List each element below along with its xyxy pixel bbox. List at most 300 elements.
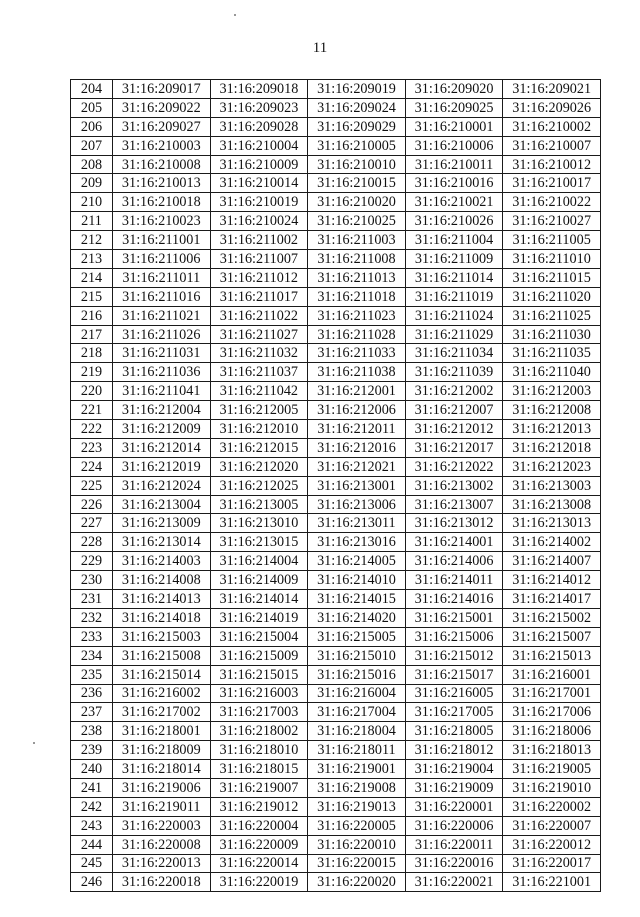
cadastral-number-cell: 31:16:209028 [210, 117, 308, 136]
cadastral-number-cell: 31:16:211036 [113, 363, 211, 382]
cadastral-number-cell: 31:16:216001 [503, 665, 601, 684]
cadastral-number-cell: 31:16:213005 [210, 495, 308, 514]
cadastral-number-cell: 31:16:216005 [405, 684, 503, 703]
cadastral-number-cell: 31:16:215006 [405, 627, 503, 646]
cadastral-number-cell: 31:16:212025 [210, 476, 308, 495]
cadastral-number-cell: 31:16:209023 [210, 98, 308, 117]
cadastral-number-cell: 31:16:220010 [308, 835, 406, 854]
row-number-cell: 227 [71, 514, 113, 533]
table-row [71, 760, 601, 779]
cadastral-number-cell: 31:16:211041 [113, 382, 211, 401]
cadastral-number-cell: 31:16:215002 [503, 608, 601, 627]
cadastral-number-cell: 31:16:212011 [308, 420, 406, 439]
cadastral-number-cell: 31:16:211011 [113, 268, 211, 287]
table-row [71, 401, 601, 420]
cadastral-number-cell: 31:16:210021 [405, 193, 503, 212]
cadastral-number-cell: 31:16:214013 [113, 590, 211, 609]
table-row [71, 514, 601, 533]
table-row [71, 703, 601, 722]
cadastral-number-cell: 31:16:211024 [405, 306, 503, 325]
cadastral-number-cell: 31:16:212002 [405, 382, 503, 401]
row-number-cell: 216 [71, 306, 113, 325]
cadastral-number-cell: 31:16:210018 [113, 193, 211, 212]
row-number-cell: 232 [71, 608, 113, 627]
cadastral-number-cell: 31:16:212004 [113, 401, 211, 420]
row-number-cell: 243 [71, 816, 113, 835]
cadastral-number-cell: 31:16:209025 [405, 98, 503, 117]
row-number-cell: 220 [71, 382, 113, 401]
table-row [71, 212, 601, 231]
row-number-cell: 209 [71, 174, 113, 193]
cadastral-number-cell: 31:16:215007 [503, 627, 601, 646]
cadastral-number-cell: 31:16:210025 [308, 212, 406, 231]
cadastral-number-cell: 31:16:211033 [308, 344, 406, 363]
cadastral-number-cell: 31:16:214006 [405, 552, 503, 571]
cadastral-number-cell: 31:16:212005 [210, 401, 308, 420]
cadastral-number-cell: 31:16:212012 [405, 420, 503, 439]
row-number-cell: 237 [71, 703, 113, 722]
table-row [71, 438, 601, 457]
cadastral-number-cell: 31:16:214011 [405, 571, 503, 590]
cadastral-number-cell: 31:16:213007 [405, 495, 503, 514]
table-row [71, 778, 601, 797]
cadastral-number-cell: 31:16:212006 [308, 401, 406, 420]
cadastral-number-cell: 31:16:211018 [308, 287, 406, 306]
cadastral-number-cell: 31:16:215005 [308, 627, 406, 646]
cadastral-number-cell: 31:16:218014 [113, 760, 211, 779]
cadastral-number-cell: 31:16:220009 [210, 835, 308, 854]
cadastral-number-cell: 31:16:212009 [113, 420, 211, 439]
table-row [71, 665, 601, 684]
cadastral-number-cell: 31:16:215010 [308, 646, 406, 665]
table-row [71, 627, 601, 646]
cadastral-number-cell: 31:16:219011 [113, 797, 211, 816]
cadastral-number-cell: 31:16:214002 [503, 533, 601, 552]
cadastral-number-cell: 31:16:218012 [405, 741, 503, 760]
cadastral-number-cell: 31:16:213002 [405, 476, 503, 495]
cadastral-number-cell: 31:16:220020 [308, 873, 406, 892]
row-number-cell: 207 [71, 136, 113, 155]
cadastral-number-cell: 31:16:209020 [405, 80, 503, 99]
cadastral-number-cell: 31:16:215004 [210, 627, 308, 646]
cadastral-number-cell: 31:16:215008 [113, 646, 211, 665]
cadastral-number-cell: 31:16:211021 [113, 306, 211, 325]
cadastral-number-cell: 31:16:210010 [308, 155, 406, 174]
table-row [71, 98, 601, 117]
cadastral-number-cell: 31:16:220021 [405, 873, 503, 892]
cadastral-number-cell: 31:16:217005 [405, 703, 503, 722]
cadastral-number-cell: 31:16:210016 [405, 174, 503, 193]
cadastral-number-cell: 31:16:220004 [210, 816, 308, 835]
cadastral-number-cell: 31:16:212020 [210, 457, 308, 476]
row-number-cell: 240 [71, 760, 113, 779]
cadastral-number-cell: 31:16:211029 [405, 325, 503, 344]
cadastral-number-cell: 31:16:211035 [503, 344, 601, 363]
table-row [71, 268, 601, 287]
cadastral-number-cell: 31:16:212014 [113, 438, 211, 457]
cadastral-number-cell: 31:16:213011 [308, 514, 406, 533]
cadastral-number-cell: 31:16:218010 [210, 741, 308, 760]
cadastral-number-cell: 31:16:220006 [405, 816, 503, 835]
page-number: 11 [312, 40, 328, 56]
cadastral-number-cell: 31:16:220017 [503, 854, 601, 873]
cadastral-number-cell: 31:16:218006 [503, 722, 601, 741]
cadastral-number-cell: 31:16:213001 [308, 476, 406, 495]
table-row [71, 325, 601, 344]
row-number-cell: 212 [71, 231, 113, 250]
table-row [71, 117, 601, 136]
row-number-cell: 235 [71, 665, 113, 684]
cadastral-number-cell: 31:16:212023 [503, 457, 601, 476]
table-row [71, 646, 601, 665]
table-row [71, 363, 601, 382]
cadastral-number-cell: 31:16:214015 [308, 590, 406, 609]
cadastral-number-cell: 31:16:210027 [503, 212, 601, 231]
cadastral-number-cell: 31:16:221001 [503, 873, 601, 892]
cadastral-number-cell: 31:16:210015 [308, 174, 406, 193]
cadastral-number-cell: 31:16:211009 [405, 250, 503, 269]
cadastral-number-cell: 31:16:212024 [113, 476, 211, 495]
cadastral-number-cell: 31:16:211014 [405, 268, 503, 287]
row-number-cell: 217 [71, 325, 113, 344]
table-row [71, 590, 601, 609]
row-number-cell: 206 [71, 117, 113, 136]
cadastral-number-cell: 31:16:210024 [210, 212, 308, 231]
cadastral-number-cell: 31:16:212015 [210, 438, 308, 457]
cadastral-number-cell: 31:16:211037 [210, 363, 308, 382]
cadastral-number-cell: 31:16:220008 [113, 835, 211, 854]
cadastral-number-cell: 31:16:220016 [405, 854, 503, 873]
cadastral-number-cell: 31:16:211026 [113, 325, 211, 344]
cadastral-number-cell: 31:16:218001 [113, 722, 211, 741]
cadastral-number-cell: 31:16:209019 [308, 80, 406, 99]
cadastral-number-cell: 31:16:217006 [503, 703, 601, 722]
row-number-cell: 218 [71, 344, 113, 363]
cadastral-number-cell: 31:16:214017 [503, 590, 601, 609]
table-row [71, 174, 601, 193]
table-row [71, 741, 601, 760]
table-row [71, 287, 601, 306]
cadastral-number-cell: 31:16:218009 [113, 741, 211, 760]
table-row [71, 155, 601, 174]
cadastral-number-cell: 31:16:210006 [405, 136, 503, 155]
cadastral-number-cell: 31:16:211007 [210, 250, 308, 269]
table-row [71, 457, 601, 476]
cadastral-number-cell: 31:16:214012 [503, 571, 601, 590]
table-row [71, 552, 601, 571]
table-row [71, 476, 601, 495]
table-row [71, 816, 601, 835]
cadastral-number-cell: 31:16:212018 [503, 438, 601, 457]
cadastral-number-cell: 31:16:210014 [210, 174, 308, 193]
table-row [71, 722, 601, 741]
cadastral-number-cell: 31:16:219013 [308, 797, 406, 816]
cadastral-number-cell: 31:16:209027 [113, 117, 211, 136]
cadastral-number-cell: 31:16:219008 [308, 778, 406, 797]
cadastral-number-cell: 31:16:211034 [405, 344, 503, 363]
cadastral-number-cell: 31:16:215001 [405, 608, 503, 627]
cadastral-number-cell: 31:16:214018 [113, 608, 211, 627]
cadastral-number-cell: 31:16:220005 [308, 816, 406, 835]
cadastral-number-cell: 31:16:218002 [210, 722, 308, 741]
cadastral-number-cell: 31:16:219009 [405, 778, 503, 797]
cadastral-number-cell: 31:16:209029 [308, 117, 406, 136]
cadastral-number-cell: 31:16:214014 [210, 590, 308, 609]
cadastral-number-cell: 31:16:214009 [210, 571, 308, 590]
cadastral-number-cell: 31:16:212013 [503, 420, 601, 439]
cadastral-number-cell: 31:16:211039 [405, 363, 503, 382]
cadastral-number-cell: 31:16:211017 [210, 287, 308, 306]
cadastral-number-cell: 31:16:218011 [308, 741, 406, 760]
cadastral-number-cell: 31:16:213006 [308, 495, 406, 514]
row-number-cell: 225 [71, 476, 113, 495]
cadastral-number-cell: 31:16:210017 [503, 174, 601, 193]
cadastral-number-cell: 31:16:211006 [113, 250, 211, 269]
table-row [71, 873, 601, 892]
cadastral-number-cell: 31:16:210026 [405, 212, 503, 231]
cadastral-number-cell: 31:16:209026 [503, 98, 601, 117]
row-number-cell: 233 [71, 627, 113, 646]
cadastral-number-cell: 31:16:211016 [113, 287, 211, 306]
row-number-cell: 223 [71, 438, 113, 457]
cadastral-number-cell: 31:16:220019 [210, 873, 308, 892]
table-row [71, 854, 601, 873]
row-number-cell: 208 [71, 155, 113, 174]
cadastral-number-cell: 31:16:211023 [308, 306, 406, 325]
cadastral-number-cell: 31:16:211002 [210, 231, 308, 250]
cadastral-number-cell: 31:16:214019 [210, 608, 308, 627]
cadastral-number-cell: 31:16:220001 [405, 797, 503, 816]
table-row [71, 420, 601, 439]
cadastral-number-cell: 31:16:210001 [405, 117, 503, 136]
cadastral-number-cell: 31:16:210013 [113, 174, 211, 193]
table-row [71, 382, 601, 401]
row-number-cell: 213 [71, 250, 113, 269]
cadastral-number-cell: 31:16:211031 [113, 344, 211, 363]
cadastral-number-cell: 31:16:212007 [405, 401, 503, 420]
cadastral-number-cell: 31:16:213004 [113, 495, 211, 514]
cadastral-number-cell: 31:16:209017 [113, 80, 211, 99]
cadastral-number-cell: 31:16:211022 [210, 306, 308, 325]
cadastral-number-cell: 31:16:217001 [503, 684, 601, 703]
cadastral-number-cell: 31:16:213012 [405, 514, 503, 533]
cadastral-number-cell: 31:16:214003 [113, 552, 211, 571]
cadastral-number-cell: 31:16:219001 [308, 760, 406, 779]
row-number-cell: 221 [71, 401, 113, 420]
row-number-cell: 219 [71, 363, 113, 382]
row-number-cell: 234 [71, 646, 113, 665]
cadastral-number-cell: 31:16:211003 [308, 231, 406, 250]
row-number-cell: 211 [71, 212, 113, 231]
cadastral-number-cell: 31:16:209024 [308, 98, 406, 117]
row-number-cell: 205 [71, 98, 113, 117]
scan-speck [234, 14, 236, 16]
cadastral-number-cell: 31:16:212008 [503, 401, 601, 420]
cadastral-number-cell: 31:16:215009 [210, 646, 308, 665]
cadastral-number-cell: 31:16:211001 [113, 231, 211, 250]
cadastral-number-cell: 31:16:211005 [503, 231, 601, 250]
table-row [71, 306, 601, 325]
cadastral-number-cell: 31:16:219005 [503, 760, 601, 779]
table-body [71, 80, 601, 892]
cadastral-number-cell: 31:16:218015 [210, 760, 308, 779]
cadastral-number-cell: 31:16:211025 [503, 306, 601, 325]
cadastral-number-cell: 31:16:214007 [503, 552, 601, 571]
cadastral-number-cell: 31:16:211004 [405, 231, 503, 250]
cadastral-number-cell: 31:16:209021 [503, 80, 601, 99]
table-row [71, 250, 601, 269]
table-row [71, 193, 601, 212]
row-number-cell: 215 [71, 287, 113, 306]
row-number-cell: 245 [71, 854, 113, 873]
cadastral-number-cell: 31:16:213008 [503, 495, 601, 514]
cadastral-number-cell: 31:16:220011 [405, 835, 503, 854]
table-row [71, 136, 601, 155]
row-number-cell: 204 [71, 80, 113, 99]
cadastral-number-cell: 31:16:210011 [405, 155, 503, 174]
cadastral-number-cell: 31:16:215017 [405, 665, 503, 684]
cadastral-number-cell: 31:16:217004 [308, 703, 406, 722]
cadastral-number-cell: 31:16:217003 [210, 703, 308, 722]
cadastral-number-cell: 31:16:212022 [405, 457, 503, 476]
row-number-cell: 236 [71, 684, 113, 703]
cadastral-number-cell: 31:16:219004 [405, 760, 503, 779]
cadastral-number-cell: 31:16:218005 [405, 722, 503, 741]
cadastral-number-cell: 31:16:214016 [405, 590, 503, 609]
cadastral-number-cell: 31:16:218013 [503, 741, 601, 760]
cadastral-number-cell: 31:16:211019 [405, 287, 503, 306]
cadastral-number-cell: 31:16:213015 [210, 533, 308, 552]
row-number-cell: 231 [71, 590, 113, 609]
scan-speck [33, 742, 35, 744]
cadastral-number-cell: 31:16:213009 [113, 514, 211, 533]
cadastral-number-cell: 31:16:210003 [113, 136, 211, 155]
cadastral-number-cell: 31:16:212016 [308, 438, 406, 457]
row-number-cell: 238 [71, 722, 113, 741]
cadastral-number-cell: 31:16:214005 [308, 552, 406, 571]
cadastral-number-cell: 31:16:210023 [113, 212, 211, 231]
cadastral-number-cell: 31:16:213014 [113, 533, 211, 552]
table-row [71, 344, 601, 363]
cadastral-number-cell: 31:16:212019 [113, 457, 211, 476]
cadastral-number-cell: 31:16:211027 [210, 325, 308, 344]
cadastral-table [70, 79, 601, 892]
table-row [71, 684, 601, 703]
cadastral-number-cell: 31:16:213010 [210, 514, 308, 533]
cadastral-number-cell: 31:16:210022 [503, 193, 601, 212]
cadastral-number-cell: 31:16:212001 [308, 382, 406, 401]
cadastral-number-cell: 31:16:211038 [308, 363, 406, 382]
cadastral-number-cell: 31:16:211028 [308, 325, 406, 344]
cadastral-number-cell: 31:16:212017 [405, 438, 503, 457]
row-number-cell: 239 [71, 741, 113, 760]
row-number-cell: 242 [71, 797, 113, 816]
cadastral-number-cell: 31:16:218004 [308, 722, 406, 741]
cadastral-number-cell: 31:16:220007 [503, 816, 601, 835]
cadastral-number-cell: 31:16:219012 [210, 797, 308, 816]
cadastral-number-cell: 31:16:210008 [113, 155, 211, 174]
table-row [71, 533, 601, 552]
row-number-cell: 226 [71, 495, 113, 514]
cadastral-number-cell: 31:16:211042 [210, 382, 308, 401]
cadastral-number-cell: 31:16:211008 [308, 250, 406, 269]
cadastral-number-cell: 31:16:215003 [113, 627, 211, 646]
cadastral-number-cell: 31:16:212003 [503, 382, 601, 401]
row-number-cell: 224 [71, 457, 113, 476]
cadastral-number-cell: 31:16:210005 [308, 136, 406, 155]
cadastral-number-cell: 31:16:215015 [210, 665, 308, 684]
cadastral-number-cell: 31:16:209018 [210, 80, 308, 99]
cadastral-number-cell: 31:16:211020 [503, 287, 601, 306]
cadastral-number-cell: 31:16:215013 [503, 646, 601, 665]
cadastral-number-cell: 31:16:220014 [210, 854, 308, 873]
cadastral-number-cell: 31:16:209022 [113, 98, 211, 117]
table-row [71, 80, 601, 99]
cadastral-number-cell: 31:16:211015 [503, 268, 601, 287]
cadastral-number-cell: 31:16:210004 [210, 136, 308, 155]
cadastral-number-cell: 31:16:220002 [503, 797, 601, 816]
cadastral-number-cell: 31:16:214001 [405, 533, 503, 552]
table-row [71, 797, 601, 816]
cadastral-number-cell: 31:16:216004 [308, 684, 406, 703]
cadastral-number-cell: 31:16:210012 [503, 155, 601, 174]
table-row [71, 608, 601, 627]
row-number-cell: 214 [71, 268, 113, 287]
cadastral-number-cell: 31:16:215014 [113, 665, 211, 684]
cadastral-number-cell: 31:16:211012 [210, 268, 308, 287]
row-number-cell: 228 [71, 533, 113, 552]
cadastral-number-cell: 31:16:214008 [113, 571, 211, 590]
cadastral-number-cell: 31:16:220013 [113, 854, 211, 873]
cadastral-number-cell: 31:16:211030 [503, 325, 601, 344]
cadastral-number-cell: 31:16:210019 [210, 193, 308, 212]
cadastral-number-cell: 31:16:216003 [210, 684, 308, 703]
cadastral-number-cell: 31:16:211010 [503, 250, 601, 269]
cadastral-number-cell: 31:16:213003 [503, 476, 601, 495]
cadastral-number-cell: 31:16:215016 [308, 665, 406, 684]
cadastral-number-cell: 31:16:220018 [113, 873, 211, 892]
cadastral-number-cell: 31:16:213016 [308, 533, 406, 552]
cadastral-number-cell: 31:16:210009 [210, 155, 308, 174]
cadastral-number-cell: 31:16:211040 [503, 363, 601, 382]
row-number-cell: 210 [71, 193, 113, 212]
cadastral-number-cell: 31:16:217002 [113, 703, 211, 722]
cadastral-number-cell: 31:16:219007 [210, 778, 308, 797]
cadastral-number-cell: 31:16:220012 [503, 835, 601, 854]
cadastral-number-cell: 31:16:214010 [308, 571, 406, 590]
cadastral-number-cell: 31:16:214004 [210, 552, 308, 571]
table-row [71, 495, 601, 514]
row-number-cell: 244 [71, 835, 113, 854]
cadastral-number-cell: 31:16:219010 [503, 778, 601, 797]
row-number-cell: 241 [71, 778, 113, 797]
cadastral-number-cell: 31:16:211032 [210, 344, 308, 363]
cadastral-number-cell: 31:16:220003 [113, 816, 211, 835]
row-number-cell: 230 [71, 571, 113, 590]
cadastral-number-cell: 31:16:210007 [503, 136, 601, 155]
cadastral-number-cell: 31:16:211013 [308, 268, 406, 287]
row-number-cell: 246 [71, 873, 113, 892]
cadastral-number-cell: 31:16:219006 [113, 778, 211, 797]
cadastral-number-cell: 31:16:220015 [308, 854, 406, 873]
cadastral-number-cell: 31:16:210002 [503, 117, 601, 136]
table-row [71, 231, 601, 250]
cadastral-number-cell: 31:16:212021 [308, 457, 406, 476]
row-number-cell: 229 [71, 552, 113, 571]
cadastral-number-cell: 31:16:212010 [210, 420, 308, 439]
cadastral-number-cell: 31:16:213013 [503, 514, 601, 533]
row-number-cell: 222 [71, 420, 113, 439]
